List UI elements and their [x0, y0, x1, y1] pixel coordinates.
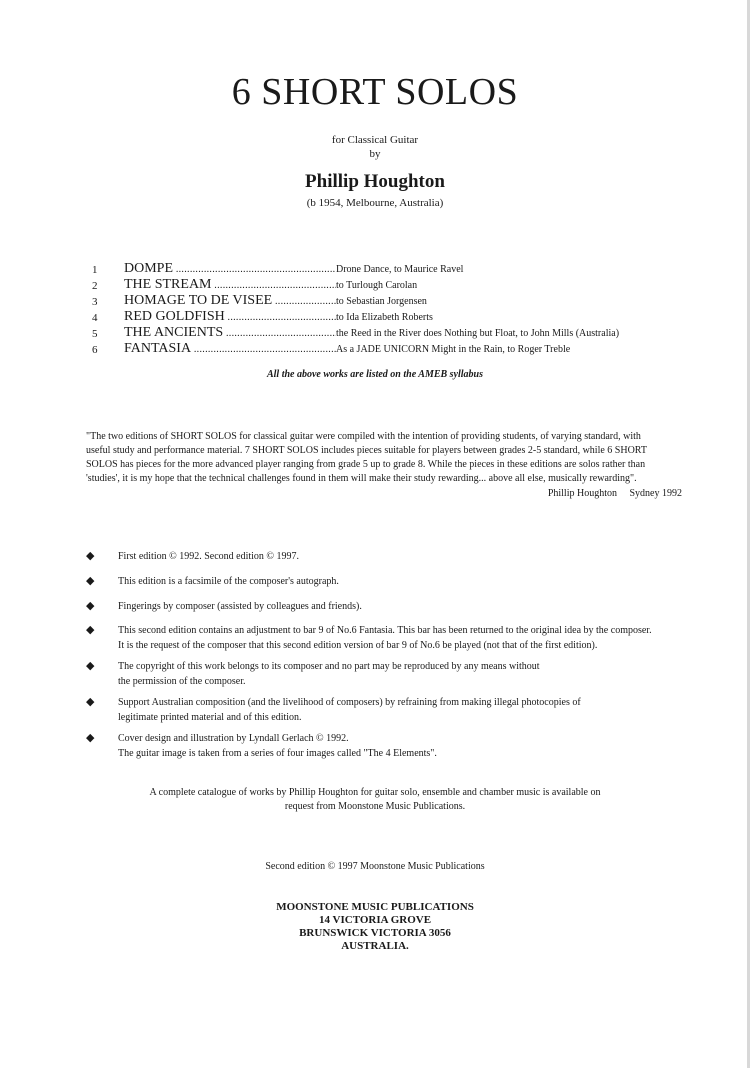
composer-quote [86, 430, 686, 486]
note-line: The copyright of this work belongs to its composer and no part may be reproduced by any means without [118, 661, 540, 672]
note-line: Cover design and illustration by Lyndall Gerlach © 1992. [118, 733, 349, 744]
note-line: legitimate printed material and of this edition. [118, 712, 302, 723]
note-line: This edition is a facsimile of the composer's autograph. [118, 576, 339, 587]
catalogue-note [0, 786, 750, 814]
second-edition-credit: Second edition © 1997 Moonstone Music Publications [265, 861, 485, 872]
work-title: THE ANCIENTS ..... [124, 325, 336, 341]
ameb-syllabus-note: All the above works are listed on the AMEB syllabus [266, 369, 484, 380]
publisher-name: MOONSTONE MUSIC PUBLICATIONS [276, 901, 474, 913]
diamond-bullet-icon: ◆ [86, 660, 95, 672]
work-row [0, 293, 750, 309]
work-row [0, 261, 750, 277]
work-number: 4 [92, 312, 98, 324]
work-dedication: to Turlough Carolan [336, 280, 418, 291]
work-title: HOMAGE TO DE VISEE ..... [124, 293, 336, 309]
note-text [118, 574, 339, 589]
quote-line: SOLOS has pieces for the more advanced player ranging from grade 5 up to grade 8. While the pieces in these editions are solos rather than [86, 459, 646, 470]
diamond-bullet-icon: ◆ [86, 624, 95, 636]
quote-signature [86, 488, 682, 499]
note-line: the permission of the composer. [118, 676, 246, 687]
note-text [118, 623, 652, 653]
note-line: Support Australian composition (and the livelihood of composers) by refraining from making illegal photocopies of [118, 697, 581, 708]
subtitle-by: by [369, 148, 381, 160]
diamond-bullet-icon: ◆ [86, 696, 95, 708]
work-dedication: to Sebastian Jorgensen [336, 296, 427, 307]
quote-line: 'studies', it is my hope that the technical challenges found in them will make their study rewarding... above all else, musically rewarding". [86, 473, 637, 484]
publisher-country: AUSTRALIA. [341, 940, 409, 952]
work-row [0, 325, 750, 341]
catalogue-line: request from Moonstone Music Publications. [284, 801, 466, 812]
composer-name: Phillip Houghton [305, 171, 445, 192]
diamond-bullet-icon: ◆ [86, 600, 95, 612]
quote-line: useful study and performance material. 7 SHORT SOLOS includes pieces suitable for players between grades 2-5 standard, while 6 SHORT [86, 445, 647, 456]
work-number: 3 [92, 296, 98, 308]
note-line: The guitar image is taken from a series of four images called "The 4 Elements". [118, 748, 437, 759]
catalogue-line: A complete catalogue of works by Phillip Houghton for guitar solo, ensemble and chamber music is available on [149, 787, 601, 798]
subtitle-instrument: for Classical Guitar [331, 134, 419, 146]
publisher-address [0, 901, 750, 953]
signature-name: Phillip Houghton [547, 488, 617, 499]
work-title: THE STREAM ..... [124, 277, 336, 293]
work-number: 2 [92, 280, 98, 292]
quote-line: "The two editions of SHORT SOLOS for classical guitar were compiled with the intention of providing students, of varying standard, with [86, 431, 641, 442]
diamond-bullet-icon: ◆ [86, 732, 95, 744]
work-dedication: the Reed in the River does Nothing but Float, to John Mills (Australia) [336, 328, 620, 339]
work-number: 1 [92, 264, 98, 276]
note-text [118, 695, 581, 725]
page-title: 6 SHORT SOLOS [231, 71, 519, 113]
signature-place: Sydney 1992 [629, 488, 682, 499]
note-text [118, 599, 362, 614]
work-dedication: As a JADE UNICORN Might in the Rain, to Roger Treble [336, 344, 571, 355]
work-title: RED GOLDFISH ..... [124, 309, 336, 325]
note-line: It is the request of the composer that this second edition version of bar 9 of No.6 be played (not that of the first edition). [118, 640, 598, 651]
work-dedication: Drone Dance, to Maurice Ravel [336, 264, 464, 275]
note-text [118, 659, 540, 689]
publisher-city: BRUNSWICK VICTORIA 3056 [299, 927, 451, 939]
work-number: 5 [92, 328, 98, 340]
work-row [0, 309, 750, 325]
note-line: Fingerings by composer (assisted by colleagues and friends). [118, 601, 362, 612]
work-dedication: to Ida Elizabeth Roberts [336, 312, 433, 323]
work-title: DOMPE ..... [124, 261, 336, 277]
work-title: FANTASIA ..... [124, 341, 336, 357]
diamond-bullet-icon: ◆ [86, 575, 95, 587]
note-line: First edition © 1992. Second edition © 1997. [118, 551, 300, 562]
diamond-bullet-icon: ◆ [86, 550, 95, 562]
note-text [118, 731, 437, 761]
work-row [0, 341, 750, 357]
note-text [118, 549, 299, 564]
composer-info: (b 1954, Melbourne, Australia) [306, 197, 444, 209]
work-row [0, 277, 750, 293]
work-number: 6 [92, 344, 98, 356]
publisher-street: 14 VICTORIA GROVE [318, 914, 432, 926]
note-line: This second edition contains an adjustment to bar 9 of No.6 Fantasia. This bar has been returned to the original idea by the composer. [118, 625, 652, 636]
